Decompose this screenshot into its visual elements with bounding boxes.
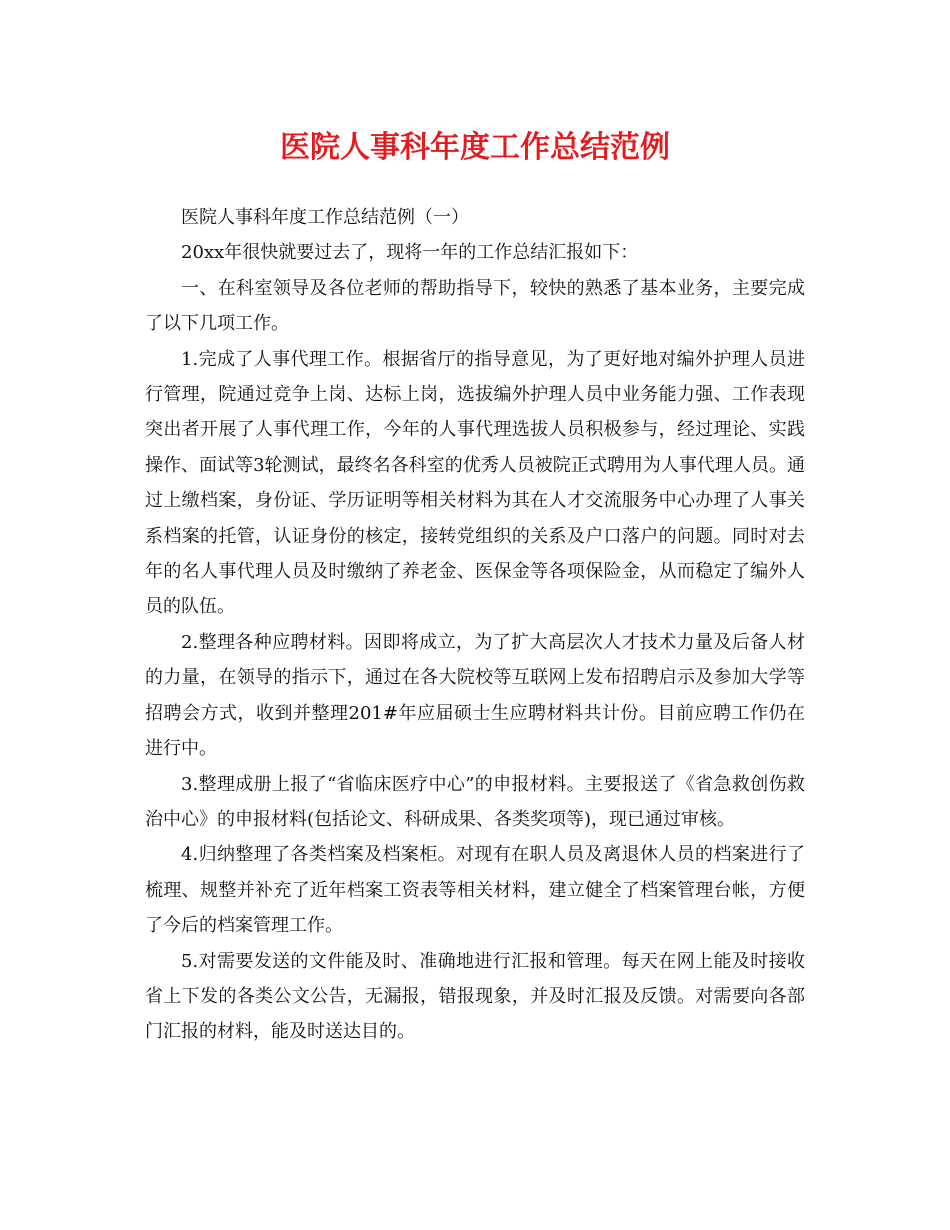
document-title: 医院人事科年度工作总结范例 bbox=[280, 130, 670, 165]
paragraph-item-3: 3.整理成册上报了“省临床医疗中心”的申报材料。主要报送了《省急救创伤救治中心》的申报材料(包括论文、科研成果、各类奖项等)，现已通过审核。 bbox=[145, 773, 805, 830]
paragraph-subtitle: 医院人事科年度工作总结范例（一） bbox=[181, 207, 469, 228]
paragraph-item-5: 5.对需要发送的文件能及时、准确地进行汇报和管理。每天在网上能及时接收省上下发的各类公文公告，无漏报，错报现象，并及时汇报及反馈。对需要向各部门汇报的材料，能及时送达目的。 bbox=[145, 950, 805, 1043]
paragraph-section-one: 一、在科室领导及各位老师的帮助指导下，较快的熟悉了基本业务，主要完成了以下几项工作。 bbox=[145, 277, 805, 335]
paragraph-item-4: 4.归纳整理了各类档案及档案柜。对现有在职人员及离退休人员的档案进行了梳理、规整并补充了近年档案工资表等相关材料，建立健全了档案管理台帐，方便了今后的档案管理工作。 bbox=[145, 844, 805, 937]
paragraph-intro: 20xx年很快就要过去了，现将一年的工作总结汇报如下： bbox=[181, 242, 639, 264]
paragraph-item-1: 1.完成了人事代理工作。根据省厅的指导意见，为了更好地对编外护理人员进行管理，院通过竞争上岗、达标上岗，选拔编外护理人员中业务能力强、工作表现突出者开展了人事代理工作，今年的人事代理选拔人员积极参与，经过理论、实践操作、面试等3轮测试，最终名各科室的优秀人员被院正式聘用为人事代理人员。通过上缴档案，身份证、学历证明等相关材料为其在人才交流服务中心办理了人事关系档案的托管，认证身份的核定，接转党组织的关系及户口落户的问题。同时对去年的名人事代理人员及时缴纳了养老金、医保金等各项保险金，从而稳定了编外人员的队伍。 bbox=[145, 348, 805, 618]
paragraph-item-2: 2.整理各种应聘材料。因即将成立，为了扩大高层次人才技术力量及后备人材的力量，在领导的指示下，通过在各大院校等互联网上发布招聘启示及参加大学等招聘会方式，收到并整理201#年应届硕士生应聘材料共计份。目前应聘工作仍在进行中。 bbox=[145, 631, 805, 760]
document-body bbox=[145, 200, 805, 1050]
